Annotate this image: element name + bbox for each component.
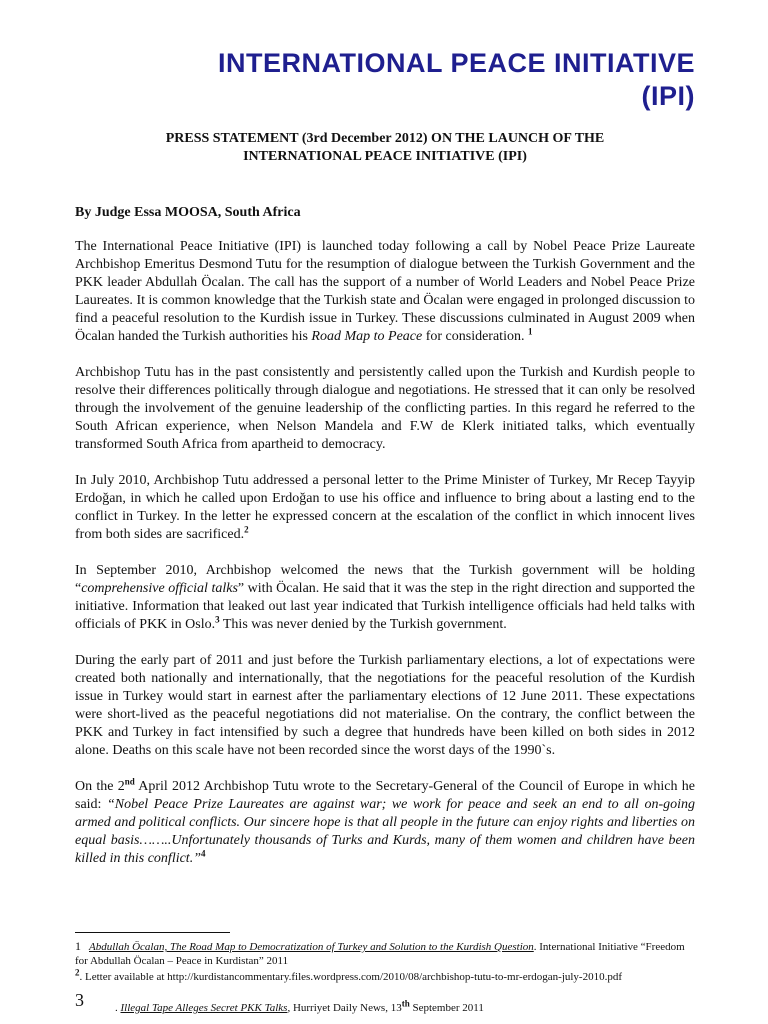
footnote-separator [75, 932, 230, 933]
footnote-3-ordinal: th [401, 998, 410, 1009]
ordinal-suffix: nd [124, 776, 135, 787]
official-talks-quote: comprehensive official talks [81, 581, 238, 596]
footnote-1 [75, 939, 695, 968]
footnote-3 [115, 998, 484, 1014]
paragraph-6 [75, 778, 695, 868]
footnote-3-text: , Hurriyet Daily News, 13 [287, 1002, 402, 1014]
paragraph-4-text: In September 2010, Archbishop welcomed the news that the Turkish government will be holding “ [75, 563, 695, 596]
page-number: 3 [75, 990, 84, 1010]
document-title [75, 47, 695, 113]
footnote-2-number: 2 [75, 967, 80, 978]
paragraph-4-middle: ” with Öcalan. He said that it was the step in the right direction and supported the initiative. Information that leaked out last year indicated that Turkish intelligence officials had held talks with officials of PKK in Oslo. [75, 581, 695, 632]
footnote-1-link[interactable]: Abdullah Öcalan, The Road Map to Democratization of Turkey and Solution to the Kurdish Question [89, 941, 534, 953]
footnote-ref-3[interactable]: 3 [215, 614, 220, 625]
paragraph-4-end: This was never denied by the Turkish government. [219, 617, 507, 632]
subtitle-line-1: PRESS STATEMENT (3rd December 2012) ON THE LAUNCH OF THE [165, 131, 605, 146]
byline: By Judge Essa MOOSA, South Africa [75, 205, 301, 220]
footnote-2-text: . Letter available at http://kurdistancommentary.files.wordpress.com/2010/08/archbishop-tutu-to-mr-erdogan-july-2010.pdf [79, 971, 623, 983]
footnote-3-marker: . [115, 1002, 121, 1014]
paragraph-3-text: In July 2010, Archbishop Tutu addressed a personal letter to the Prime Minister of Turkey, Mr Recep Tayyip Erdoğan, in which he called upon Erdoğan to use his office and influence to bring about a lasting end to the conflict in Turkey. In the letter he expressed concern at the escalation of the conflict in which innocent lives from both sides are sacrificed. [75, 473, 695, 542]
paragraph-2: Archbishop Tutu has in the past consistently and persistently called upon the Turkish and Kurdish people to resolve their differences politically through dialogue and negotiations. He stressed that it can only be resolved through the involvement of the genuine leadership of the conflicting parties. In this regard he referred to the South African experience, when Nelson Mandela and F.W de Klerk initiated talks, which eventually transformed South Africa from apartheid to democracy. [75, 365, 695, 452]
footnote-3-date: September 2011 [409, 1002, 484, 1014]
paragraph-6-text: On the 2 [75, 779, 125, 794]
paragraph-4 [75, 562, 695, 634]
footnote-1-number: 1 [75, 939, 81, 953]
tutu-letter-quote: “Nobel Peace Prize Laureates are against war; we work for peace and seek an end to all on-going armed and political conflicts. Our sincere hope is that all people in the future can enjoy rights and liberties on equal basis……..Unfortunately thousands of Turks and Kurds, many of them women and children have been killed in this conflict.” [75, 797, 696, 866]
footnote-1-text: . International Initiative “Freedom for Abdullah Öcalan – Peace in Kurdistan” 2011 [75, 941, 685, 967]
press-statement-heading [75, 130, 695, 166]
statement-body [75, 238, 695, 886]
paragraph-1-end: for consideration. [422, 329, 528, 344]
footnote-3-link[interactable]: Illegal Tape Alleges Secret PKK Talks [120, 1002, 288, 1014]
title-line-2: (IPI) [641, 81, 695, 111]
paragraph-5: During the early part of 2011 and just before the Turkish parliamentary elections, a lot of expectations were created both nationally and internationally, that the negotiations for the peaceful resolution of the Kurdish issue in Turkey would start in earnest after the parliamentary elections of 12 June 2011. These expectations were short-lived as the peaceful negotiations did not materialise. On the contrary, the conflict between the PKK and Turkey in fact intensified by such a degree that hundreds have been killed on both sides in 2012 alone. Deaths on this scale have not been recorded since the worst days of the 1990`s. [75, 653, 695, 758]
paragraph-6-middle: April 2012 Archbishop Tutu wrote to the Secretary-General of the Council of Europe in which he said: [75, 779, 695, 812]
road-map-title: Road Map to Peace [311, 329, 423, 344]
footnotes [75, 932, 695, 986]
footnote-2 [75, 967, 695, 984]
title-line-1: INTERNATIONAL PEACE INITIATIVE [217, 48, 695, 78]
paragraph-1-text: The International Peace Initiative (IPI) is launched today following a call by Nobel Peace Prize Laureate Archbishop Emeritus Desmond Tutu for the resumption of dialogue between the Turkish Government and the PKK leader Abdullah Öcalan. The call has the support of a number of World Leaders and Nobel Peace Prize Laureates. It is common knowledge that the Turkish state and Öcalan were engaged in prolonged discussion to find a peaceful resolution to the Kurdish issue in Turkey. These discussions culminated in August 2009 when Öcalan handed the Turkish authorities his [75, 239, 695, 344]
footnote-ref-4[interactable]: 4 [201, 848, 206, 859]
paragraph-1 [75, 238, 695, 346]
footnote-ref-1[interactable]: 1 [527, 326, 533, 337]
footnote-ref-2[interactable]: 2 [244, 524, 249, 535]
paragraph-3 [75, 472, 695, 544]
subtitle-line-2: INTERNATIONAL PEACE INITIATIVE (IPI) [243, 149, 527, 164]
